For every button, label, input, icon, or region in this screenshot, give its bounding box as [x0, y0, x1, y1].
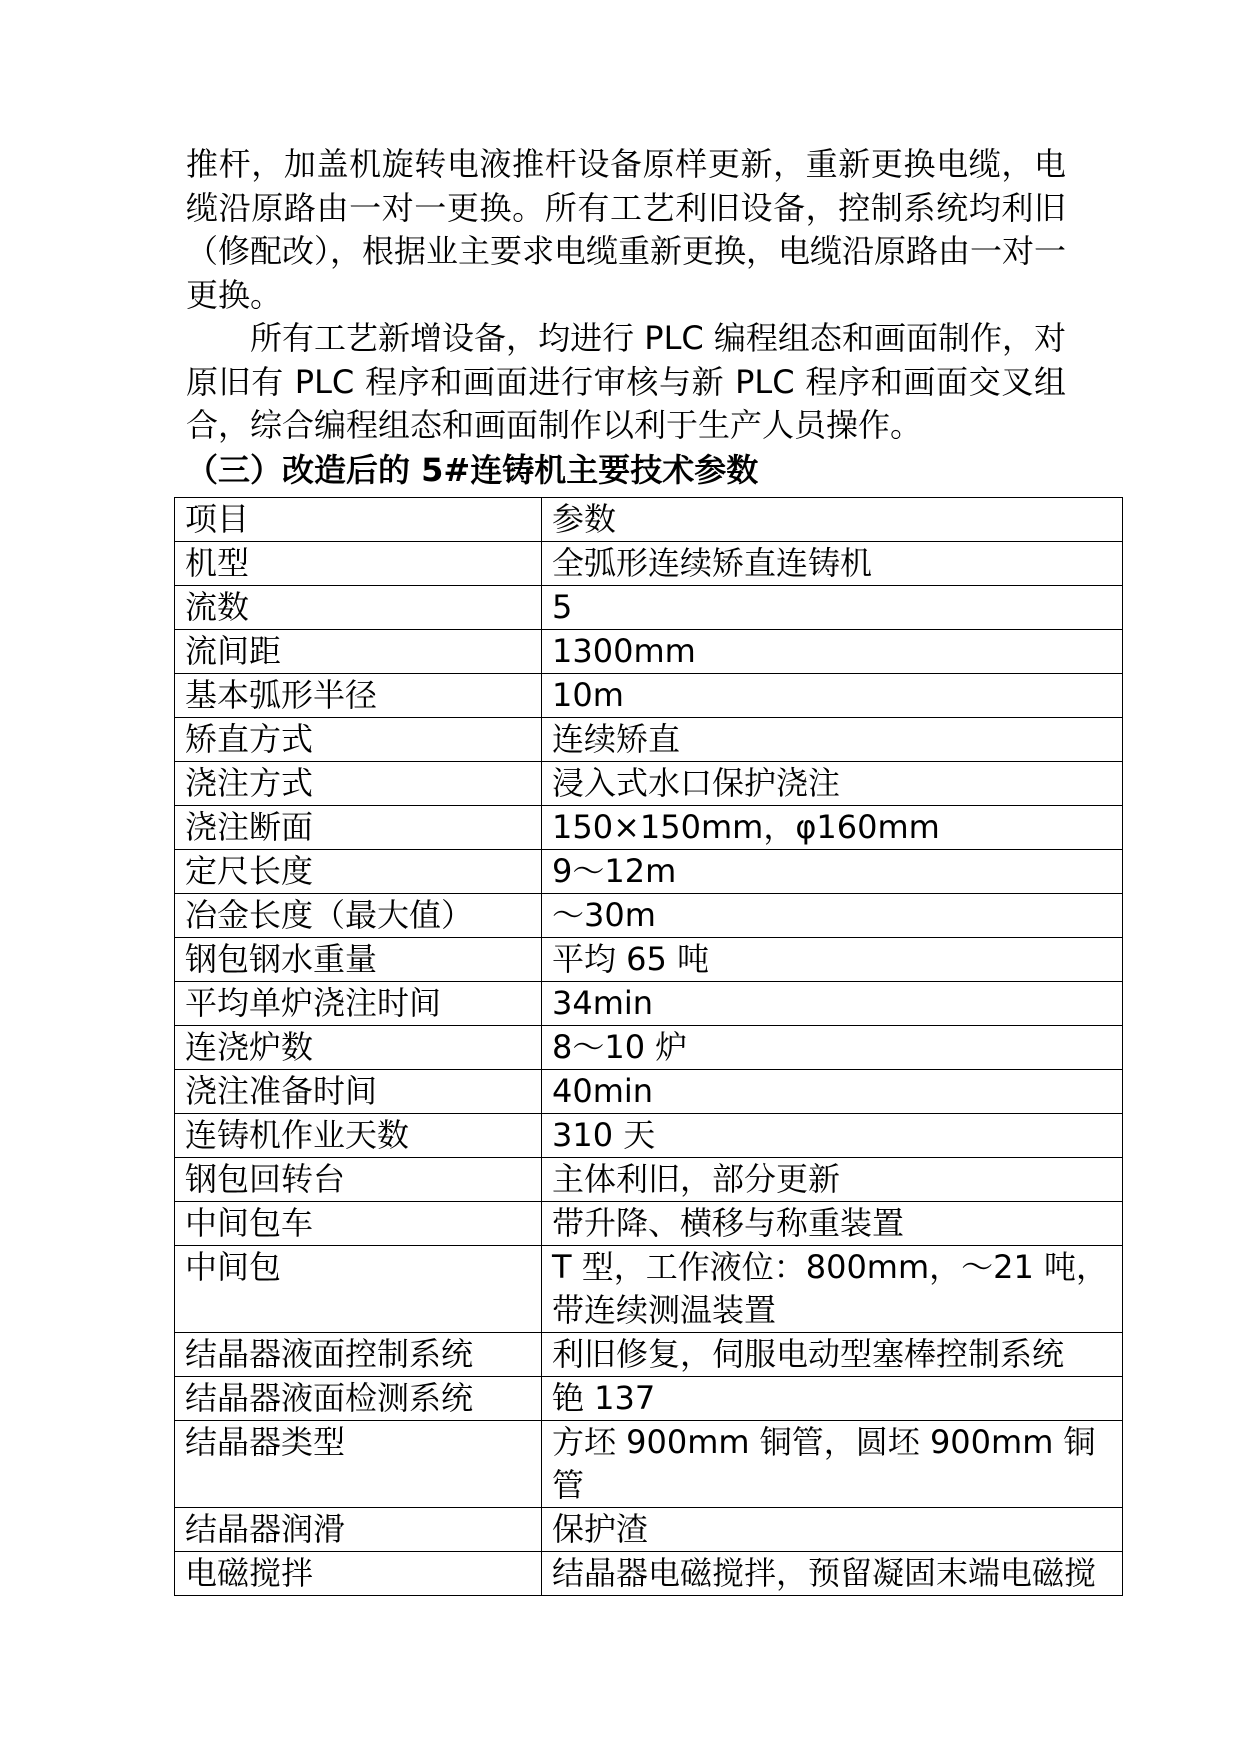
row-value: 全弧形连续矫直连铸机 — [542, 542, 1123, 586]
table-row — [175, 1114, 1123, 1158]
row-value: 铯 137 — [542, 1377, 1123, 1421]
row-label: 流数 — [175, 586, 542, 630]
row-label: 钢包回转台 — [175, 1158, 542, 1202]
table-row — [175, 894, 1123, 938]
paragraph-2: 所有工艺新增设备，均进行 PLC 编程组态和画面制作，对原旧有 PLC 程序和画面进行审核与新 PLC 程序和画面交叉组合，综合编程组态和画面制作以利于生产人员操作。 — [186, 319, 1066, 444]
row-label: 结晶器液面控制系统 — [175, 1333, 542, 1377]
row-label: 浇注断面 — [175, 806, 542, 850]
row-value: 方坯 900mm 铜管，圆坯 900mm 铜管 — [542, 1421, 1123, 1508]
table-row — [175, 1508, 1123, 1552]
table-header-row — [175, 498, 1123, 542]
document-body — [186, 143, 1066, 492]
row-label: 基本弧形半径 — [175, 674, 542, 718]
row-label: 浇注准备时间 — [175, 1070, 542, 1114]
table-row — [175, 982, 1123, 1026]
row-value: 1300mm — [542, 630, 1123, 674]
row-label: 中间包 — [175, 1246, 542, 1333]
table-row — [175, 806, 1123, 850]
header-cell-item: 项目 — [175, 498, 542, 542]
table-row — [175, 586, 1123, 630]
row-value: ～30m — [542, 894, 1123, 938]
row-label: 流间距 — [175, 630, 542, 674]
paragraph-1: 推杆，加盖机旋转电液推杆设备原样更新，重新更换电缆，电缆沿原路由一对一更换。所有工艺利旧设备，控制系统均利旧（修配改），根据业主要求电缆重新更换，电缆沿原路由一对一更换。 — [186, 145, 1067, 314]
row-value: 5 — [542, 586, 1123, 630]
row-value: 34min — [542, 982, 1123, 1026]
table-row — [175, 1026, 1123, 1070]
table-row — [175, 1202, 1123, 1246]
row-value: T 型，工作液位：800mm，～21 吨，带连续测温装置 — [542, 1246, 1123, 1333]
table-row — [175, 1552, 1123, 1596]
row-value: 主体利旧，部分更新 — [542, 1158, 1123, 1202]
row-label: 钢包钢水重量 — [175, 938, 542, 982]
row-label: 连浇炉数 — [175, 1026, 542, 1070]
row-label: 结晶器类型 — [175, 1421, 542, 1508]
row-label: 矫直方式 — [175, 718, 542, 762]
row-value: 9～12m — [542, 850, 1123, 894]
row-label: 结晶器液面检测系统 — [175, 1377, 542, 1421]
row-label: 电磁搅拌 — [175, 1552, 542, 1596]
parameter-table — [174, 497, 1123, 1596]
row-label: 机型 — [175, 542, 542, 586]
table-row — [175, 1246, 1123, 1333]
row-value: 10m — [542, 674, 1123, 718]
row-label: 冶金长度（最大值） — [175, 894, 542, 938]
row-value: 保护渣 — [542, 1508, 1123, 1552]
row-value: 浸入式水口保护浇注 — [542, 762, 1123, 806]
row-value: 310 天 — [542, 1114, 1123, 1158]
table-row — [175, 1377, 1123, 1421]
table-row — [175, 1333, 1123, 1377]
table-row — [175, 850, 1123, 894]
row-value: 平均 65 吨 — [542, 938, 1123, 982]
table-row — [175, 542, 1123, 586]
row-label: 中间包车 — [175, 1202, 542, 1246]
table-row — [175, 630, 1123, 674]
table-row — [175, 718, 1123, 762]
table-row — [175, 938, 1123, 982]
table-row — [175, 1421, 1123, 1508]
section-heading: （三）改造后的 5#连铸机主要技术参数 — [186, 450, 759, 489]
table-row — [175, 1158, 1123, 1202]
header-cell-parameter: 参数 — [542, 498, 1123, 542]
row-value: 利旧修复，伺服电动型塞棒控制系统 — [542, 1333, 1123, 1377]
table-row — [175, 674, 1123, 718]
row-label: 连铸机作业天数 — [175, 1114, 542, 1158]
row-value: 40min — [542, 1070, 1123, 1114]
row-value: 150×150mm，φ160mm — [542, 806, 1123, 850]
row-label: 平均单炉浇注时间 — [175, 982, 542, 1026]
table-row — [175, 1070, 1123, 1114]
row-value: 带升降、横移与称重装置 — [542, 1202, 1123, 1246]
row-label: 结晶器润滑 — [175, 1508, 542, 1552]
row-value: 结晶器电磁搅拌，预留凝固末端电磁搅 — [542, 1552, 1123, 1596]
row-value: 连续矫直 — [542, 718, 1123, 762]
row-label: 定尺长度 — [175, 850, 542, 894]
row-value: 8～10 炉 — [542, 1026, 1123, 1070]
row-label: 浇注方式 — [175, 762, 542, 806]
table-row — [175, 762, 1123, 806]
